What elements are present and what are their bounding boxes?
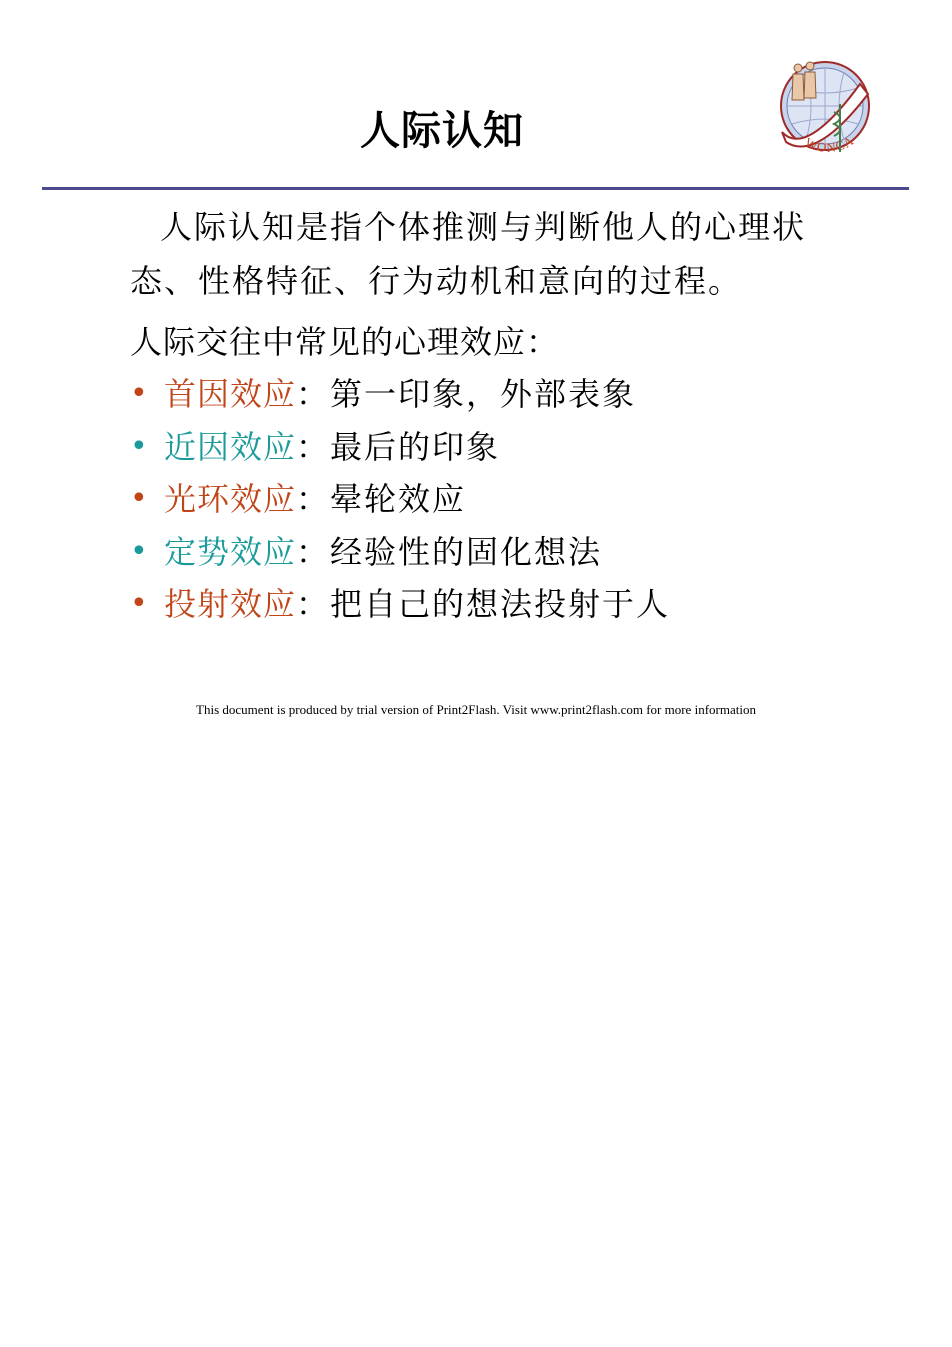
effect-term: 首因效应 (164, 375, 297, 413)
effect-description: 第一印象，外部表象 (330, 375, 637, 413)
effect-description: 把自己的想法投射于人 (330, 585, 671, 623)
wonca-logo-icon (776, 54, 874, 160)
effect-separator: ： (296, 585, 331, 623)
effects-list (130, 368, 670, 631)
trial-notice: This document is produced by trial version of Print2Flash. Visit www.print2flash.com for more information (196, 702, 756, 717)
effect-separator: ： (296, 532, 331, 571)
bullet-icon: • (130, 376, 150, 411)
list-item (130, 473, 670, 526)
bullet-icon: • (130, 533, 150, 569)
list-item (130, 368, 670, 421)
page-title: 人际认知 (360, 107, 524, 154)
bullet-icon: • (130, 428, 150, 464)
list-item (130, 421, 670, 474)
effect-description: 最后的印象 (330, 427, 501, 466)
effect-description: 经验性的固化想法 (330, 532, 603, 571)
title-divider (42, 187, 909, 190)
effect-separator: ： (296, 480, 331, 518)
effect-term: 近因效应 (164, 427, 297, 466)
effect-separator: ： (296, 427, 331, 466)
intro-paragraph (130, 200, 870, 308)
effect-term: 定势效应 (164, 532, 297, 571)
list-item (130, 578, 670, 631)
svg-text:WONCA: WONCA (802, 132, 857, 156)
effect-separator: ： (296, 375, 331, 413)
section-heading: 人际交往中常见的心理效应： (130, 323, 560, 361)
effect-description: 晕轮效应 (330, 480, 467, 518)
effect-term: 投射效应 (164, 585, 297, 623)
intro-text: 人际认知是指个体推测与判断他人的心理状态、性格特征、行为动机和意向的过程。 (130, 208, 807, 300)
bullet-icon: • (130, 586, 150, 621)
bullet-icon: • (130, 481, 150, 516)
list-item (130, 526, 670, 579)
effect-term: 光环效应 (164, 480, 297, 518)
